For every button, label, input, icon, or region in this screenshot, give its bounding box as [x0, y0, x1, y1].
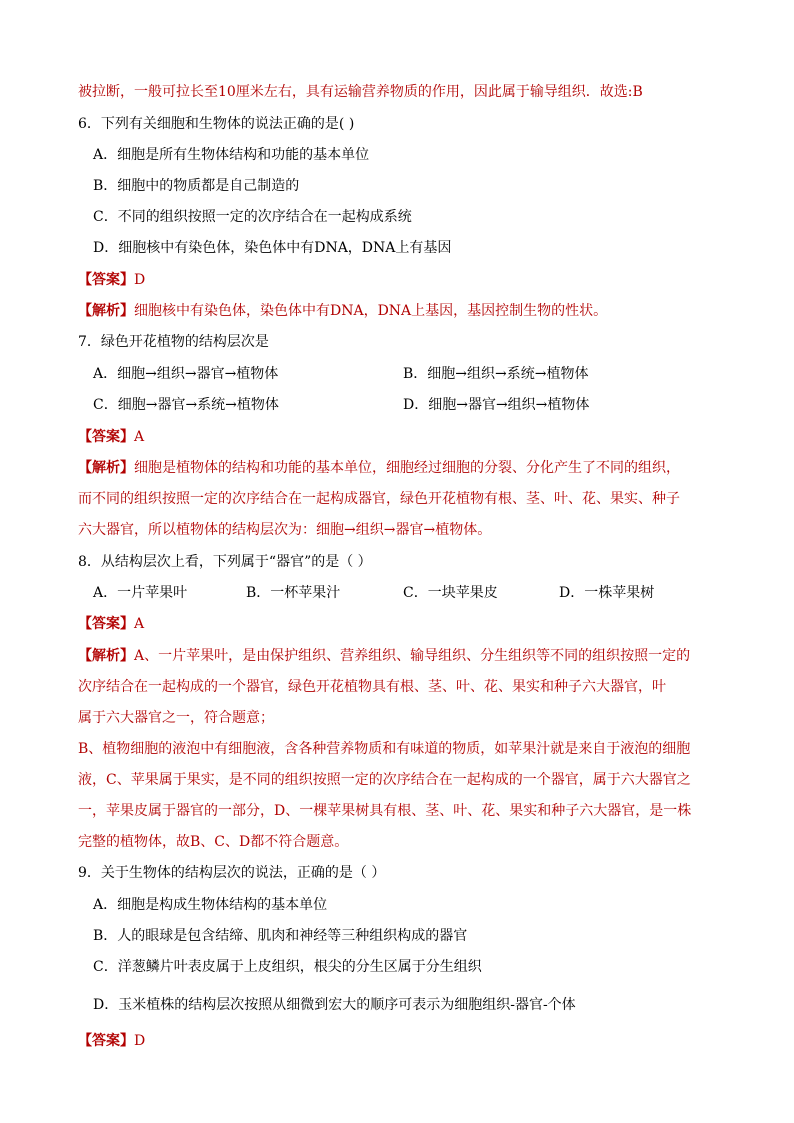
- q8-option-b: B．一杯苹果汁: [246, 585, 341, 601]
- analysis-text: 细胞核中有染色体，染色体中有DNA，DNA上基因，基因控制生物的性状。: [134, 303, 608, 319]
- q7-option-d: D．细胞→器官→组织→植物体: [403, 397, 590, 413]
- q7-option-c: C．细胞→器官→系统→植物体: [93, 397, 279, 413]
- continuation-line: 被拉断，一般可拉长至10厘米左右，具有运输营养物质的作用，因此属于输导组织．故选:B: [78, 84, 643, 100]
- answer-tag: 【答案】: [78, 1033, 134, 1049]
- q9-option-b: B．人的眼球是包含结缔、肌肉和神经等三种组织构成的器官: [93, 928, 468, 944]
- answer-tag: 【答案】: [78, 616, 134, 632]
- q8-analysis-line-7: 完整的植物体，故B、C、D都不符合题意。: [78, 834, 349, 850]
- q7-answer: [78, 427, 724, 447]
- question-6-stem: 6．下列有关细胞和生物体的说法正确的是( ): [78, 116, 355, 132]
- q6-option-d: D．细胞核中有染色体，染色体中有DNA，DNA上有基因: [93, 240, 452, 256]
- q8-analysis-line-5: 液，C、苹果属于果实，是不同的组织按照一定的次序结合在一起构成的一个器官，属于六大器官之: [78, 772, 691, 788]
- question-9-stem: 9．关于生物体的结构层次的说法，正确的是（ ）: [78, 865, 386, 881]
- analysis-tag: 【解析】: [78, 303, 134, 319]
- q8-analysis-line-2: 次序结合在一起构成的一个器官，绿色开花植物具有根、茎、叶、花、果实和种子六大器官，叶: [78, 679, 666, 695]
- question-7-stem: 7．绿色开花植物的结构层次是: [78, 334, 269, 350]
- answer-value: D: [134, 272, 146, 288]
- answer-tag: 【答案】: [78, 272, 134, 288]
- q8-option-d: D．一株苹果树: [559, 585, 655, 601]
- q7-analysis-line-3: 六大器官，所以植物体的结构层次为：细胞→组织→器官→植物体。: [78, 522, 492, 538]
- analysis-tag: 【解析】: [78, 648, 134, 664]
- analysis-text: A、一片苹果叶，是由保护组织、营养组织、输导组织、分生组织等不同的组织按照一定的: [134, 648, 691, 664]
- q9-option-d: D．玉米植株的结构层次按照从细微到宏大的顺序可表示为细胞组织-器官-个体: [93, 997, 576, 1013]
- answer-value: A: [134, 429, 145, 445]
- q6-option-b: B．细胞中的物质都是自己制造的: [93, 178, 300, 194]
- q9-option-a: A．细胞是构成生物体结构的基本单位: [93, 897, 328, 913]
- answer-value: A: [134, 616, 145, 632]
- q8-analysis-line-1: [78, 646, 724, 666]
- q9-answer: [78, 1031, 724, 1051]
- q7-analysis-line-2: 而不同的组织按照一定的次序结合在一起构成器官，绿色开花植物有根、茎、叶、花、果实、种子: [78, 491, 680, 507]
- q8-analysis-line-4: B、植物细胞的液泡中有细胞液，含各种营养物质和有味道的物质，如苹果汁就是来自于液泡的细胞: [78, 741, 691, 757]
- q7-option-a: A．细胞→组织→器官→植物体: [93, 366, 279, 382]
- q8-analysis-line-6: 一，苹果皮属于器官的一部分，D、一棵苹果树具有根、茎、叶、花、果实和种子六大器官，是一株: [78, 803, 692, 819]
- q8-option-a: A．一片苹果叶: [93, 585, 188, 601]
- q8-answer: [78, 614, 724, 634]
- q6-analysis: [78, 301, 724, 321]
- q8-option-c: C．一块苹果皮: [403, 585, 498, 601]
- q6-option-a: A．细胞是所有生物体结构和功能的基本单位: [93, 147, 370, 163]
- q8-analysis-line-3: 属于六大器官之一，符合题意；: [78, 710, 274, 726]
- question-8-stem: 8．从结构层次上看，下列属于“器官”的是（ ）: [78, 554, 372, 570]
- q6-option-c: C．不同的组织按照一定的次序结合在一起构成系统: [93, 209, 412, 225]
- q7-option-b: B．细胞→组织→系统→植物体: [403, 366, 589, 382]
- q9-option-c: C．洋葱鳞片叶表皮属于上皮组织，根尖的分生区属于分生组织: [93, 959, 482, 975]
- answer-value: D: [134, 1033, 146, 1049]
- analysis-tag: 【解析】: [78, 460, 134, 476]
- q6-answer: [78, 270, 724, 290]
- analysis-text: 细胞是植物体的结构和功能的基本单位，细胞经过细胞的分裂、分化产生了不同的组织，: [134, 460, 680, 476]
- q7-analysis-line-1: [78, 458, 724, 478]
- answer-tag: 【答案】: [78, 429, 134, 445]
